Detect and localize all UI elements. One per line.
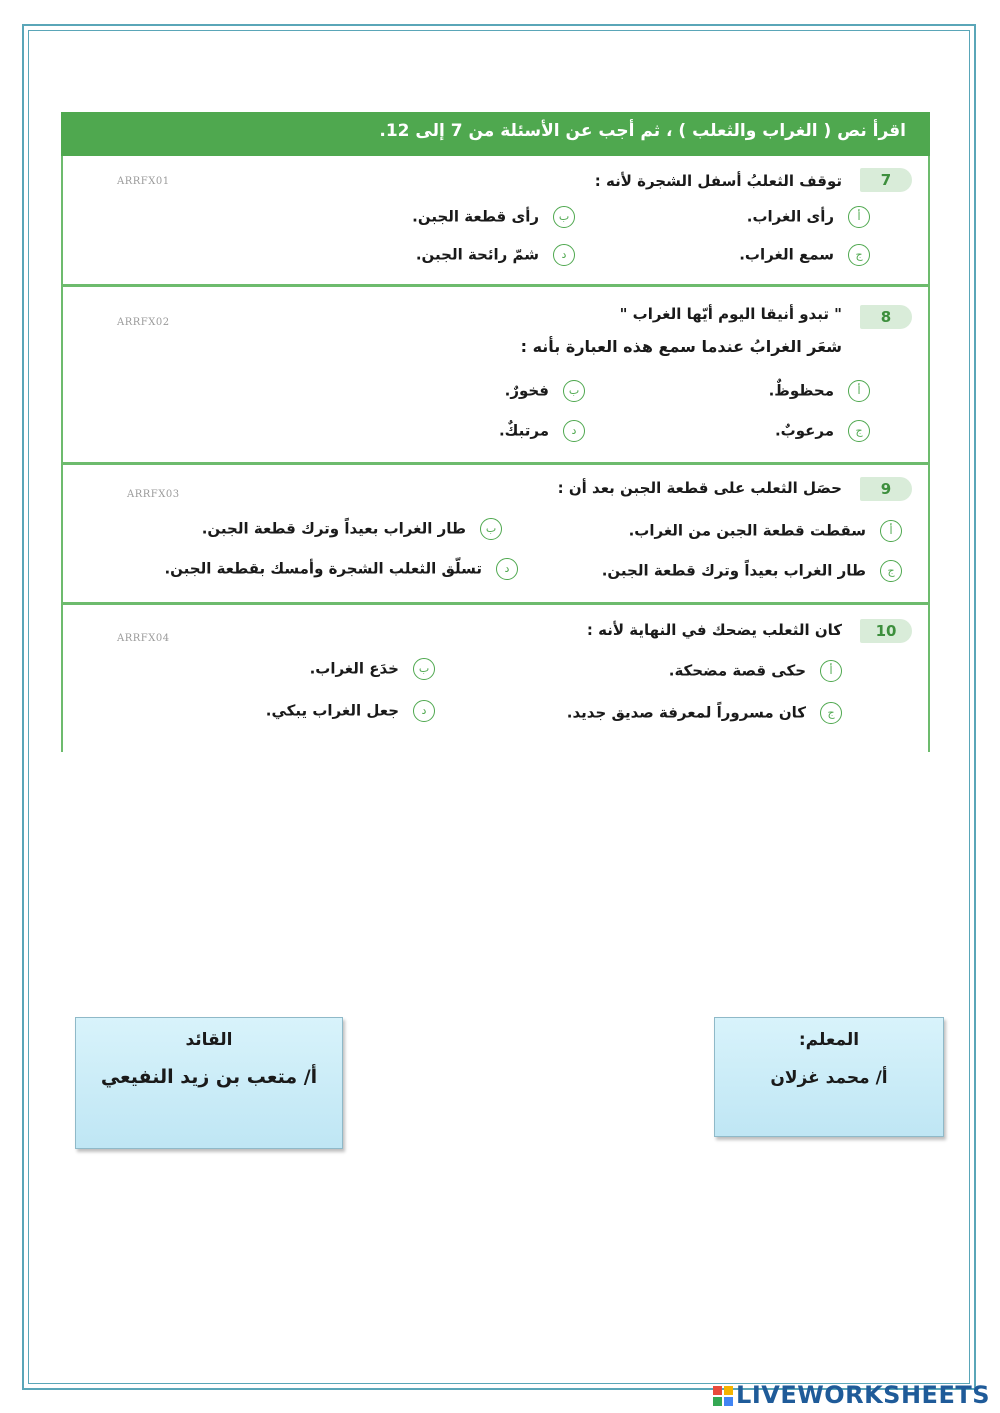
option-letter-badge: ج <box>848 420 870 442</box>
option-text: رأى قطعة الجبن. <box>412 207 539 226</box>
option-letter-badge: أ <box>848 206 870 228</box>
option-c[interactable] <box>739 244 870 266</box>
teacher-name: أ/ محمد غزلان <box>770 1068 888 1088</box>
option-letter-badge: د <box>553 244 575 266</box>
question-9 <box>61 465 930 602</box>
option-letter-badge: د <box>563 420 585 442</box>
option-c[interactable] <box>775 420 870 442</box>
option-text: جعل الغراب يبكي. <box>265 701 399 720</box>
option-letter-badge: أ <box>848 380 870 402</box>
option-text: سقطت قطعة الجبن من الغراب. <box>628 521 866 540</box>
option-text: طار الغراب بعيداً وترك قطعة الجبن. <box>201 519 466 538</box>
leader-signature-box <box>75 1017 343 1149</box>
option-c[interactable] <box>567 702 842 724</box>
option-text: تسلّق الثعلب الشجرة وأمسك بقطعة الجبن. <box>164 559 482 578</box>
question-code: ARRFX04 <box>117 633 170 644</box>
question-stem: توقف الثعلبُ أسفل الشجرة لأنه : <box>594 172 842 190</box>
option-text: كان مسروراً لمعرفة صديق جديد. <box>566 703 806 722</box>
question-code: ARRFX01 <box>117 176 170 187</box>
option-text: طار الغراب بعيداً وترك قطعة الجبن. <box>601 561 866 580</box>
option-letter-badge: د <box>496 558 518 580</box>
option-c[interactable] <box>602 560 902 582</box>
option-a[interactable] <box>629 520 902 542</box>
option-text: فخورٌ. <box>504 381 549 400</box>
option-text: خدَع الغراب. <box>309 659 399 678</box>
option-b[interactable] <box>505 380 585 402</box>
leader-name: أ/ متعب بن زيد النفيعي <box>100 1066 318 1088</box>
option-d[interactable] <box>266 700 435 722</box>
question-number: 8 <box>860 305 912 329</box>
question-10 <box>61 605 930 752</box>
question-number: 9 <box>860 477 912 501</box>
option-letter-badge: أ <box>820 660 842 682</box>
option-a[interactable] <box>769 380 870 402</box>
liveworksheets-brand[interactable] <box>713 1381 990 1409</box>
option-b[interactable] <box>202 518 502 540</box>
option-letter-badge: ب <box>413 658 435 680</box>
leader-title: القائد <box>185 1030 233 1050</box>
option-letter-badge: د <box>413 700 435 722</box>
option-text: رأى الغراب. <box>746 207 834 226</box>
option-d[interactable] <box>499 420 585 442</box>
option-text: مرعوبٌ. <box>774 421 834 440</box>
option-letter-badge: ج <box>820 702 842 724</box>
question-7 <box>61 156 930 284</box>
option-text: سمع الغراب. <box>739 245 834 264</box>
reading-quiz <box>61 112 930 752</box>
option-a[interactable] <box>747 206 870 228</box>
liveworksheets-logo-icon <box>713 1386 733 1406</box>
question-number: 7 <box>860 168 912 192</box>
quiz-instructions: اقرأ نص ( الغراب والثعلب ) ، ثم أجب عن الأسئلة من 7 إلى 12. <box>379 121 906 141</box>
option-d[interactable] <box>164 558 518 580</box>
question-stem: حصَل الثعلب على قطعة الجبن بعد أن : <box>557 479 842 497</box>
option-text: مرتبكٌ. <box>498 421 549 440</box>
question-stem: كان الثعلب يضحك في النهاية لأنه : <box>586 621 842 639</box>
option-letter-badge: ب <box>563 380 585 402</box>
option-letter-badge: ب <box>480 518 502 540</box>
option-letter-badge: ج <box>848 244 870 266</box>
option-letter-badge: أ <box>880 520 902 542</box>
option-a[interactable] <box>669 660 842 682</box>
question-code: ARRFX03 <box>127 489 180 500</box>
option-b[interactable] <box>412 206 575 228</box>
option-d[interactable] <box>416 244 575 266</box>
quiz-header <box>61 112 930 159</box>
option-text: محظوظٌ. <box>768 381 834 400</box>
teacher-signature-box <box>714 1017 944 1137</box>
question-8 <box>61 287 930 462</box>
option-letter-badge: ج <box>880 560 902 582</box>
brand-name: LIVEWORKSHEETS <box>736 1381 990 1409</box>
question-stem: شعَر الغرابُ عندما سمع هذه العبارة بأنه : <box>520 337 842 356</box>
option-text: حكى قصة مضحكة. <box>668 661 806 680</box>
question-quote: " تبدو أنيقا اليوم أيّها الغراب " <box>619 305 842 323</box>
question-code: ARRFX02 <box>117 317 170 328</box>
option-b[interactable] <box>310 658 435 680</box>
teacher-title: المعلم: <box>798 1030 860 1050</box>
option-text: شمّ رائحة الجبن. <box>415 245 539 264</box>
question-number: 10 <box>860 619 912 643</box>
option-letter-badge: ب <box>553 206 575 228</box>
